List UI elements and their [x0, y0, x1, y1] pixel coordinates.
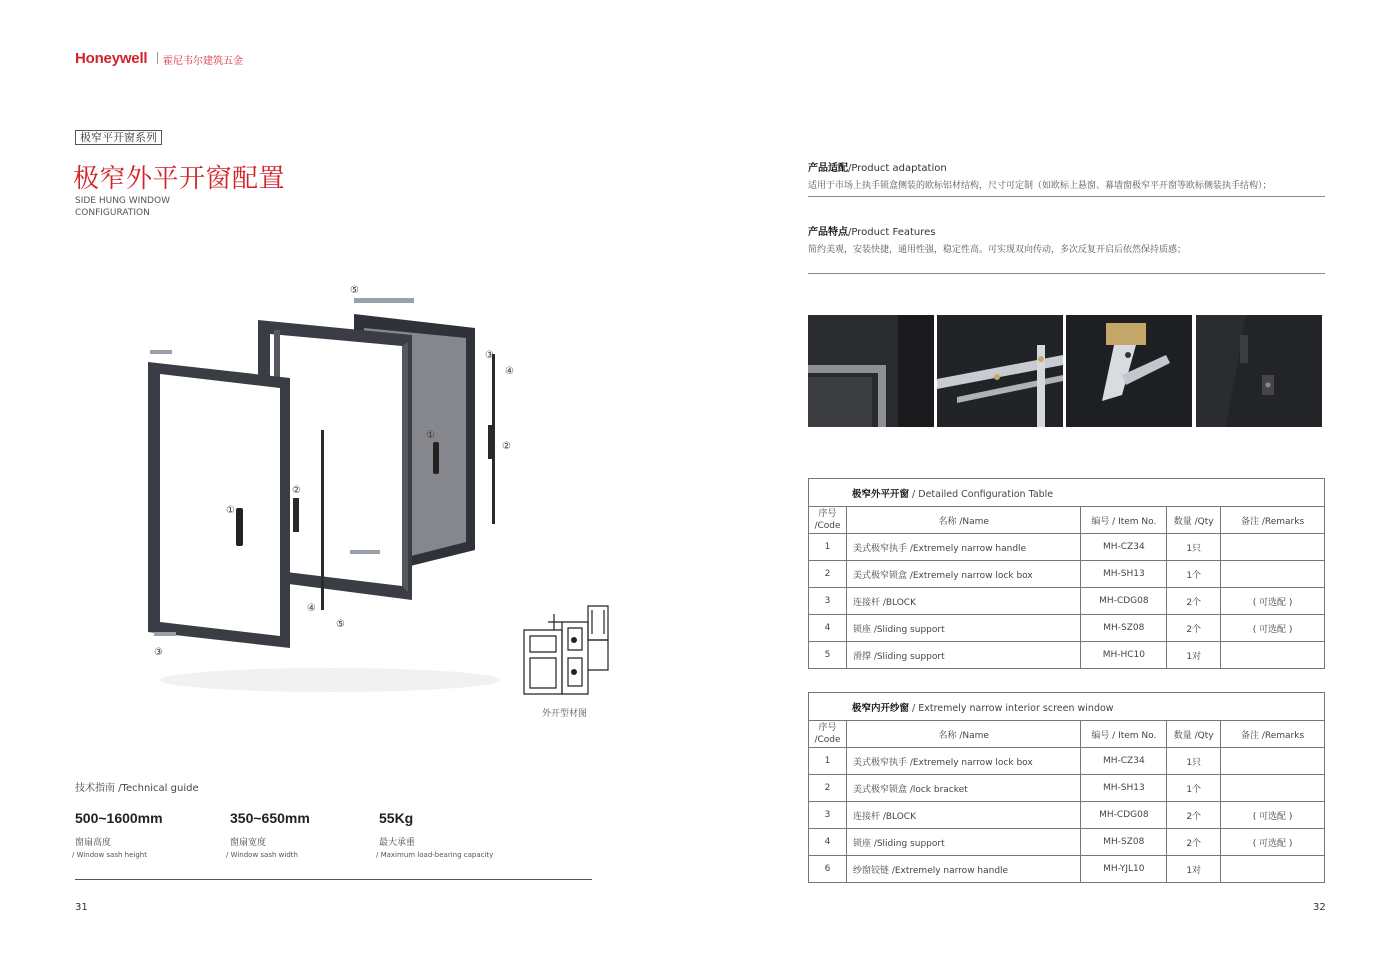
callout-4-right: ④ — [505, 366, 514, 377]
features-text: 简约美观，安装快捷，通用性强，稳定性高。可实现双向传动，多次反复开启后依然保持质感； — [808, 245, 1187, 255]
callout-1-screen: ① — [426, 430, 435, 441]
cell-name: 美式极窄执手 /Extremely narrow lock box — [846, 748, 1080, 775]
product-photo-lock-box — [1196, 315, 1322, 427]
cell-item: MH-CZ34 — [1081, 748, 1167, 775]
cell-code: 1 — [809, 748, 847, 775]
cell-qty: 1个 — [1167, 775, 1221, 802]
cell-code: 5 — [809, 642, 847, 669]
cell-code: 4 — [809, 829, 847, 856]
product-photo-frame-corner — [808, 315, 934, 427]
config-table-screen-window — [808, 692, 1325, 883]
spec-width-label: 窗扇宽度 — [230, 838, 267, 848]
subtitle-line-1: SIDE HUNG WINDOW — [75, 196, 170, 206]
cell-item: MH-SZ08 — [1081, 829, 1167, 856]
hinge-bottom — [154, 632, 176, 636]
connecting-rod — [321, 430, 324, 610]
cell-remarks: ( 可选配 ) — [1221, 588, 1325, 615]
cell-item: MH-CDG08 — [1081, 588, 1167, 615]
lock-box — [293, 498, 299, 532]
spec-load-value: 55Kg — [379, 810, 414, 826]
features-heading-en: /Product Features — [848, 227, 936, 238]
spec-width-label-en: / Window sash width — [226, 851, 298, 859]
cell-code: 3 — [809, 802, 847, 829]
table-header-row — [809, 507, 1325, 534]
cell-remarks: ( 可选配 ) — [1221, 829, 1325, 856]
cell-name: 滑撑 /Sliding support — [846, 642, 1080, 669]
cell-item: MH-CDG08 — [1081, 802, 1167, 829]
table-row — [809, 615, 1325, 642]
header-code-cn: 序号 — [818, 509, 837, 519]
cell-remarks: ( 可选配 ) — [1221, 615, 1325, 642]
cell-item: MH-HC10 — [1081, 642, 1167, 669]
technical-guide-title: 技术指南 /Technical guide — [75, 783, 199, 794]
cell-qty: 2个 — [1167, 588, 1221, 615]
table-caption-row — [809, 693, 1325, 721]
callout-1-front: ① — [226, 505, 235, 516]
cell-remarks — [1221, 534, 1325, 561]
top-stay — [354, 298, 414, 303]
config-table-outer-casement — [808, 478, 1325, 669]
table-caption-en: / Detailed Configuration Table — [909, 488, 1054, 500]
adaptation-heading-en: /Product adaptation — [848, 163, 947, 174]
spec-width-value: 350~650mm — [230, 810, 310, 826]
product-photo-hinge — [1066, 315, 1192, 427]
spec-load-label: 最大承重 — [379, 838, 416, 848]
header-item: 编号 / Item No. — [1081, 507, 1167, 534]
spec-height-label-en: / Window sash height — [72, 851, 147, 859]
table-row — [809, 588, 1325, 615]
adaptation-heading-cn: 产品适配 — [808, 163, 848, 174]
table-row — [809, 642, 1325, 669]
handle-screen — [433, 442, 439, 474]
cell-item: MH-SZ08 — [1081, 615, 1167, 642]
cell-code: 6 — [809, 856, 847, 883]
cell-name: 连接杆 /BLOCK — [846, 802, 1080, 829]
callout-5-bottom: ⑤ — [336, 619, 345, 630]
table-caption-en: / Extremely narrow interior screen window — [909, 702, 1114, 714]
features-heading-cn: 产品特点 — [808, 227, 848, 238]
cell-qty: 2个 — [1167, 829, 1221, 856]
header-code-en: /Code — [814, 521, 841, 531]
adaptation-divider — [808, 196, 1325, 197]
cell-remarks — [1221, 642, 1325, 669]
header-qty: 数量 /Qty — [1167, 721, 1221, 748]
adaptation-text: 适用于市场上执手锁盒侧装的欧标铝材结构，尺寸可定制（如欧标上悬窗、幕墙窗极窄平开窗等欧标侧装执手结构）； — [808, 181, 1272, 191]
cell-qty: 2个 — [1167, 802, 1221, 829]
left-divider — [75, 879, 592, 880]
cell-qty: 1只 — [1167, 534, 1221, 561]
header-code — [809, 507, 847, 534]
table-row — [809, 829, 1325, 856]
cell-name: 锁座 /Sliding support — [846, 829, 1080, 856]
page-number-left: 31 — [75, 902, 88, 913]
stay-bottom — [350, 550, 380, 554]
front-sash — [148, 362, 290, 648]
series-tag: 极窄平开窗系列 — [75, 130, 162, 145]
page-number-right: 32 — [1313, 902, 1326, 913]
cell-code: 4 — [809, 615, 847, 642]
header-name: 名称 /Name — [846, 721, 1080, 748]
cell-qty: 1对 — [1167, 856, 1221, 883]
cell-name: 纱窗铰链 /Extremely narrow handle — [846, 856, 1080, 883]
adaptation-heading — [808, 159, 947, 174]
window-exploded-illustration — [140, 280, 514, 700]
callout-3-bottom: ③ — [154, 647, 163, 658]
cell-code: 2 — [809, 775, 847, 802]
cell-qty: 1只 — [1167, 748, 1221, 775]
profile-section-drawing — [518, 600, 614, 698]
cell-name: 锁座 /Sliding support — [846, 615, 1080, 642]
header-code — [809, 721, 847, 748]
spec-height-label: 窗扇高度 — [75, 838, 112, 848]
logo-divider — [157, 52, 158, 64]
table-row — [809, 856, 1325, 883]
callout-2-mid: ② — [292, 485, 301, 496]
table-caption-cn: 极窄内开纱窗 — [852, 702, 910, 714]
features-divider — [808, 273, 1325, 274]
cell-remarks — [1221, 856, 1325, 883]
cell-item: MH-CZ34 — [1081, 534, 1167, 561]
cell-qty: 2个 — [1167, 615, 1221, 642]
profile-caption: 外开型材图 — [542, 709, 588, 719]
header-item: 编号 / Item No. — [1081, 721, 1167, 748]
honeywell-logo: Honeywell — [75, 50, 148, 67]
callout-4-bottom: ④ — [307, 603, 316, 614]
page-subtitle-en — [75, 195, 170, 219]
cell-name: 美式极窄锁盒 /lock bracket — [846, 775, 1080, 802]
cell-code: 2 — [809, 561, 847, 588]
cell-name: 美式极窄锁盒 /Extremely narrow lock box — [846, 561, 1080, 588]
callout-3-right: ③ — [485, 350, 494, 361]
table-row — [809, 561, 1325, 588]
table-row — [809, 534, 1325, 561]
table-row — [809, 802, 1325, 829]
cell-remarks — [1221, 775, 1325, 802]
header-remarks: 备注 /Remarks — [1221, 507, 1325, 534]
product-photo-friction-stay — [937, 315, 1063, 427]
callout-2-right: ② — [502, 441, 511, 452]
handle-front — [236, 508, 243, 546]
header-qty: 数量 /Qty — [1167, 507, 1221, 534]
cell-remarks: ( 可选配 ) — [1221, 802, 1325, 829]
header-code-en: /Code — [814, 735, 841, 745]
cell-name: 连接杆 /BLOCK — [846, 588, 1080, 615]
table-caption-cn: 极窄外平开窗 — [852, 488, 910, 500]
cell-remarks — [1221, 561, 1325, 588]
cell-qty: 1个 — [1167, 561, 1221, 588]
page-title: 极窄外平开窗配置 — [73, 164, 286, 194]
table-row — [809, 748, 1325, 775]
cell-code: 1 — [809, 534, 847, 561]
header-name: 名称 /Name — [846, 507, 1080, 534]
table-caption-row — [809, 479, 1325, 507]
table-caption — [809, 479, 1325, 507]
table-row — [809, 775, 1325, 802]
spec-height-value: 500~1600mm — [75, 810, 163, 826]
header-remarks: 备注 /Remarks — [1221, 721, 1325, 748]
hinge-top — [150, 350, 172, 354]
features-heading — [808, 223, 936, 238]
cell-name: 美式极窄执手 /Extremely narrow handle — [846, 534, 1080, 561]
callout-5-top: ⑤ — [350, 285, 359, 296]
cell-remarks — [1221, 748, 1325, 775]
cell-item: MH-YJL10 — [1081, 856, 1167, 883]
spec-load-label-en: / Maximum load-bearing capacity — [376, 851, 494, 859]
cell-item: MH-SH13 — [1081, 561, 1167, 588]
cell-code: 3 — [809, 588, 847, 615]
side-lock-box — [488, 425, 495, 459]
subtitle-line-2: CONFIGURATION — [75, 208, 150, 218]
table-header-row — [809, 721, 1325, 748]
table-caption — [809, 693, 1325, 721]
header-code-cn: 序号 — [818, 723, 837, 733]
cell-qty: 1对 — [1167, 642, 1221, 669]
brand-subtitle: 霍尼韦尔建筑五金 — [163, 56, 243, 67]
cell-item: MH-SH13 — [1081, 775, 1167, 802]
